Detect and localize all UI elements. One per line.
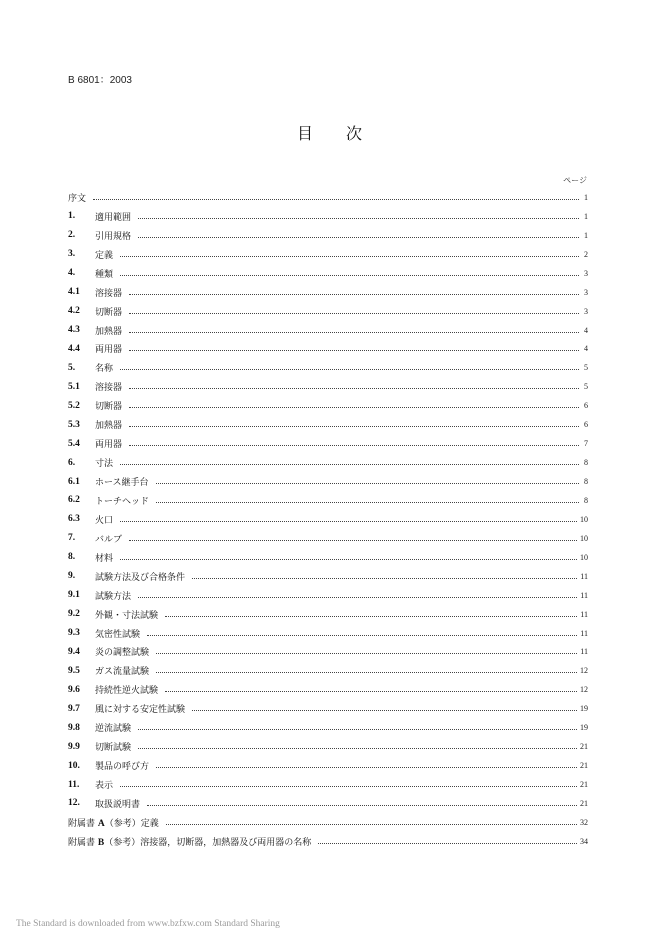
toc-entry-page: 10 [580, 514, 588, 524]
toc-entry-number: 5.2 [68, 400, 80, 411]
toc-entry[interactable] [68, 661, 588, 680]
toc-entry-number: 8. [68, 552, 76, 563]
dot-leader [120, 368, 579, 370]
dot-leader [138, 728, 577, 730]
toc-entry-page: 5 [584, 382, 588, 392]
dot-leader [120, 558, 577, 560]
toc-entry-title: トーチヘッド [95, 496, 150, 507]
toc-entry[interactable] [68, 529, 588, 548]
toc-entry-title: ホース継手台 [95, 478, 149, 489]
dot-leader [120, 255, 579, 257]
dot-leader [129, 312, 579, 314]
toc-entry-title: 試験方法及び合格条件 [95, 572, 186, 583]
toc-entry-page: 19 [580, 723, 588, 733]
toc-entry-number: 1. [68, 211, 76, 222]
toc-entry-page: 5 [584, 363, 588, 373]
toc-entry-page: 11 [580, 590, 588, 600]
toc-entry-number: 6.1 [68, 476, 80, 487]
toc-entry[interactable] [68, 586, 588, 605]
dot-leader [156, 766, 577, 768]
dot-leader [120, 520, 577, 522]
toc-entry[interactable] [68, 605, 588, 624]
dot-leader [129, 425, 579, 427]
table-of-contents [68, 188, 588, 851]
toc-entry[interactable] [68, 302, 588, 321]
toc-entry-page: 8 [584, 458, 588, 468]
page-title: 目 次 [296, 124, 377, 143]
toc-entry-number: 6.2 [68, 495, 80, 506]
toc-entry-page: 11 [580, 571, 588, 581]
toc-entry-title: 寸法 [95, 459, 114, 470]
toc-entry-title: 溶接器 [95, 383, 123, 394]
toc-entry[interactable] [68, 434, 588, 453]
toc-entry-title: 表示 [95, 781, 114, 792]
dot-leader [138, 217, 579, 219]
toc-entry[interactable] [68, 472, 588, 491]
toc-entry-title: 名称 [95, 364, 114, 375]
toc-entry-page: 12 [580, 685, 588, 695]
toc-entry-title: 溶接器 [95, 288, 123, 299]
toc-entry-page: 10 [580, 552, 588, 562]
toc-entry[interactable] [68, 453, 588, 472]
toc-entry-number: 9.2 [68, 609, 80, 620]
toc-entry[interactable] [68, 226, 588, 245]
annex-title: （参考）溶接器，切断器，加熱器及び両用器の名称 [104, 837, 312, 848]
toc-entry[interactable] [68, 643, 588, 662]
page-column-label: ページ [563, 176, 587, 185]
toc-entry-page: 4 [584, 344, 588, 354]
toc-entry[interactable] [68, 832, 588, 851]
toc-entry-title: 外観・寸法試験 [95, 610, 159, 621]
toc-entry-number: 5.3 [68, 419, 80, 430]
annex-title: （参考）定義 [104, 818, 159, 829]
toc-entry[interactable] [68, 699, 588, 718]
toc-entry-title: 風に対する安定性試験 [95, 705, 186, 716]
dot-leader [129, 387, 579, 389]
toc-entry-number: 10. [68, 760, 80, 771]
dot-leader [156, 482, 579, 484]
toc-entry-title: 両用器 [95, 345, 123, 356]
toc-entry-number: 4.2 [68, 306, 80, 317]
toc-entry-title: 持続性逆火試験 [95, 686, 159, 697]
toc-entry-title: 切断器 [95, 307, 123, 318]
toc-entry[interactable] [68, 207, 588, 226]
toc-entry-number: 6.3 [68, 514, 80, 525]
toc-entry-number: 2. [68, 230, 76, 241]
toc-entry-page: 2 [584, 249, 588, 259]
toc-entry-page: 21 [580, 742, 588, 752]
toc-entry-number: 3. [68, 249, 76, 260]
annex-letter: B [97, 837, 105, 848]
toc-entry[interactable] [68, 624, 588, 643]
toc-entry-page: 11 [580, 609, 588, 619]
toc-entry-number: 9.9 [68, 741, 80, 752]
toc-entry-title [68, 835, 315, 848]
toc-entry-page: 1 [584, 230, 588, 240]
dot-leader [165, 615, 577, 617]
dot-leader [156, 652, 577, 654]
dot-leader [129, 349, 579, 351]
toc-entry-title: 火口 [95, 515, 114, 526]
toc-entry-number: 9.4 [68, 646, 80, 657]
toc-entry-number: 11. [68, 779, 80, 790]
dot-leader [165, 690, 577, 692]
toc-entry-page: 6 [584, 420, 588, 430]
toc-entry-title: ガス流量試験 [95, 667, 150, 678]
toc-entry[interactable] [68, 245, 588, 264]
annex-letter: A [97, 818, 105, 829]
toc-entry-title: 序文 [68, 193, 87, 204]
dot-leader [138, 747, 577, 749]
toc-entry-number: 4. [68, 268, 76, 279]
toc-entry-number: 9.8 [68, 722, 80, 733]
toc-entry-page: 8 [584, 477, 588, 487]
toc-entry-title: 両用器 [95, 440, 123, 451]
dot-leader [93, 198, 579, 200]
toc-entry[interactable] [68, 718, 588, 737]
footer-watermark-text: The Standard is downloaded from www.bzfxw.com Standard Sharing [16, 919, 280, 929]
dot-leader [156, 671, 577, 673]
toc-entry-title: 切断器 [95, 402, 123, 413]
toc-entry-number: 9. [68, 571, 76, 582]
document-code: B 6801：2003 [68, 75, 132, 86]
toc-entry-number: 4.4 [68, 343, 80, 354]
toc-entry-number: 9.5 [68, 665, 80, 676]
toc-entry-page: 10 [580, 533, 588, 543]
toc-entry[interactable] [68, 567, 588, 586]
toc-entry[interactable] [68, 396, 588, 415]
toc-entry-page: 12 [580, 666, 588, 676]
toc-entry-page: 7 [584, 439, 588, 449]
toc-entry[interactable] [68, 510, 588, 529]
toc-entry-page: 6 [584, 401, 588, 411]
toc-entry[interactable] [68, 188, 588, 207]
toc-entry-title: 材料 [95, 553, 114, 564]
toc-entry-page: 3 [584, 306, 588, 316]
toc-entry-title: 適用範囲 [95, 212, 132, 223]
toc-entry-title: 種類 [95, 269, 114, 280]
dot-leader [120, 785, 577, 787]
toc-entry-title: 取扱説明書 [95, 799, 141, 810]
dot-leader [129, 331, 579, 333]
toc-entry-title: 加熱器 [95, 326, 123, 337]
toc-entry-page: 21 [580, 761, 588, 771]
toc-entry[interactable] [68, 340, 588, 359]
toc-entry-page: 32 [580, 817, 588, 827]
dot-leader [120, 274, 579, 276]
toc-entry-number: 12. [68, 798, 80, 809]
toc-entry-number: 9.7 [68, 703, 80, 714]
toc-entry-title: 気密性試験 [95, 629, 141, 640]
toc-entry-page: 4 [584, 325, 588, 335]
toc-entry-page: 1 [584, 211, 588, 221]
toc-entry[interactable] [68, 321, 588, 340]
dot-leader [138, 236, 579, 238]
toc-entry-title: 試験方法 [95, 591, 132, 602]
annex-prefix: 附属書 [68, 818, 96, 829]
toc-entry-page: 3 [584, 287, 588, 297]
dot-leader [129, 406, 579, 408]
toc-entry-title: 炎の調整試験 [95, 648, 150, 659]
toc-entry-title: 定義 [95, 250, 114, 261]
dot-leader [138, 596, 577, 598]
toc-entry-page: 3 [584, 268, 588, 278]
toc-entry[interactable] [68, 548, 588, 567]
toc-entry-page: 8 [584, 495, 588, 505]
toc-entry-number: 5.4 [68, 438, 80, 449]
toc-entry-page: 34 [580, 836, 588, 846]
toc-entry-page: 19 [580, 704, 588, 714]
toc-entry[interactable] [68, 680, 588, 699]
toc-entry-number: 9.6 [68, 684, 80, 695]
toc-entry-title: 切断試験 [95, 743, 132, 754]
toc-entry-number: 7. [68, 533, 76, 544]
toc-entry-number: 4.3 [68, 325, 80, 336]
dot-leader [120, 463, 579, 465]
toc-entry-number: 5.1 [68, 381, 80, 392]
dot-leader [192, 709, 577, 711]
annex-prefix: 附属書 [68, 837, 96, 848]
toc-entry[interactable] [68, 737, 588, 756]
toc-entry-number: 5. [68, 362, 76, 373]
dot-leader [147, 804, 577, 806]
dot-leader [156, 501, 579, 503]
toc-entry-number: 9.1 [68, 590, 80, 601]
toc-entry-title: 加熱器 [95, 421, 123, 432]
toc-entry[interactable] [68, 264, 588, 283]
dot-leader [166, 823, 577, 825]
dot-leader [147, 634, 577, 636]
toc-entry[interactable] [68, 756, 588, 775]
toc-entry[interactable] [68, 415, 588, 434]
dot-leader [129, 293, 579, 295]
toc-entry[interactable] [68, 358, 588, 377]
toc-entry[interactable] [68, 377, 588, 396]
toc-entry[interactable] [68, 491, 588, 510]
toc-entry-title: 逆流試験 [95, 724, 132, 735]
toc-entry[interactable] [68, 794, 588, 813]
dot-leader [129, 444, 579, 446]
toc-entry-page: 11 [580, 628, 588, 638]
dot-leader [318, 842, 577, 844]
dot-leader [192, 577, 577, 579]
toc-entry[interactable] [68, 813, 588, 832]
dot-leader [129, 539, 577, 541]
toc-entry-title: 引用規格 [95, 231, 132, 242]
toc-entry-page: 21 [580, 780, 588, 790]
toc-entry-page: 21 [580, 798, 588, 808]
toc-entry[interactable] [68, 283, 588, 302]
toc-entry-title: バルブ [95, 534, 123, 545]
toc-entry-page: 11 [580, 647, 588, 657]
toc-entry-number: 4.1 [68, 287, 80, 298]
toc-entry-title [68, 816, 163, 829]
toc-entry-number: 6. [68, 457, 76, 468]
toc-entry-title: 製品の呼び方 [95, 762, 150, 773]
toc-entry-page: 1 [584, 192, 588, 202]
toc-entry[interactable] [68, 775, 588, 794]
toc-entry-number: 9.3 [68, 628, 80, 639]
